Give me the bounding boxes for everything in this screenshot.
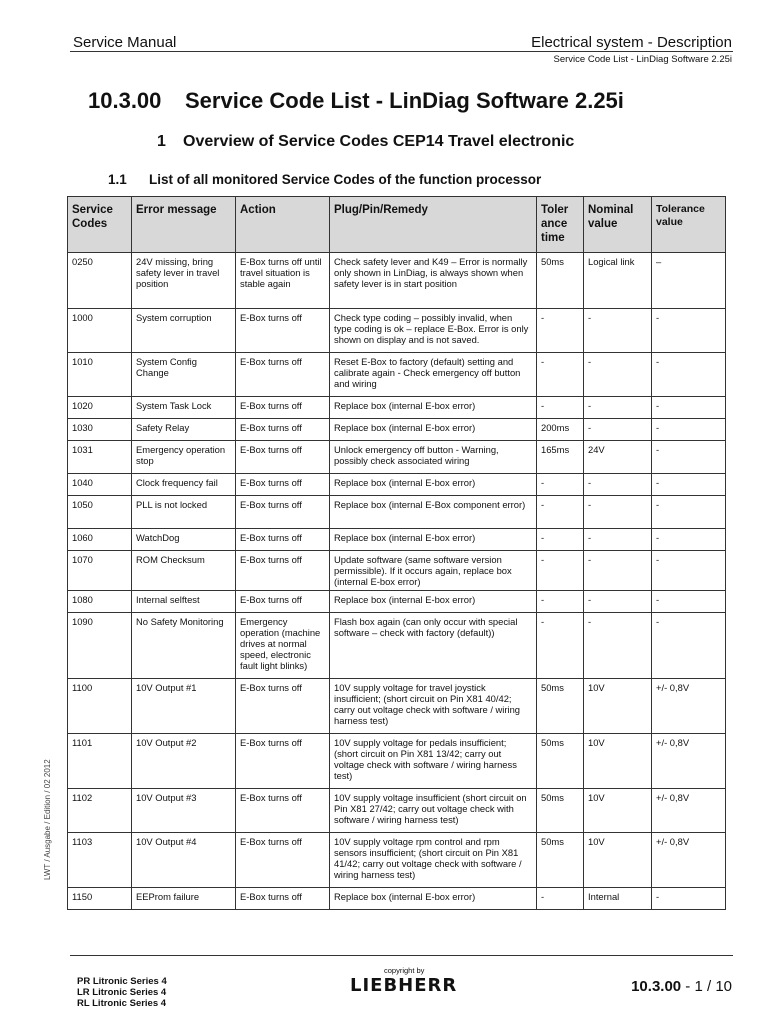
table-row bbox=[68, 613, 726, 679]
cell-tolerance-value: – bbox=[652, 253, 726, 309]
cell-tolerance-value: +/- 0,8V bbox=[652, 833, 726, 888]
cell-error-message: 10V Output #4 bbox=[132, 833, 236, 888]
cell-tolerance-value: - bbox=[652, 353, 726, 397]
cell-action: E-Box turns off bbox=[236, 789, 330, 833]
cell-error-message: ROM Checksum bbox=[132, 551, 236, 591]
cell-nominal-value: 24V bbox=[584, 441, 652, 474]
cell-tolerance-value: - bbox=[652, 309, 726, 353]
cell-remedy: 10V supply voltage for travel joystick insufficient; (short circuit on Pin X81 40/42; carry out voltage check with software / wiring harness test) bbox=[330, 679, 537, 734]
cell-action: E-Box turns off bbox=[236, 441, 330, 474]
cell-action: E-Box turns off bbox=[236, 397, 330, 419]
col-header-remedy: Plug/Pin/Remedy bbox=[330, 197, 537, 253]
cell-tolerance-time: 50ms bbox=[537, 789, 584, 833]
cell-action: E-Box turns off until travel situation is stable again bbox=[236, 253, 330, 309]
cell-remedy: Replace box (internal E-box error) bbox=[330, 474, 537, 496]
table-row bbox=[68, 833, 726, 888]
cell-tolerance-time: - bbox=[537, 397, 584, 419]
table-row bbox=[68, 789, 726, 833]
cell-tolerance-time: 50ms bbox=[537, 253, 584, 309]
cell-nominal-value: - bbox=[584, 613, 652, 679]
header-right: Electrical system - Description bbox=[531, 34, 732, 51]
table-row bbox=[68, 397, 726, 419]
cell-tolerance-value: - bbox=[652, 591, 726, 613]
cell-error-message: 10V Output #1 bbox=[132, 679, 236, 734]
table-row bbox=[68, 309, 726, 353]
cell-error-message: PLL is not locked bbox=[132, 496, 236, 529]
cell-nominal-value: - bbox=[584, 551, 652, 591]
cell-error-message: 24V missing, bring safety lever in travel position bbox=[132, 253, 236, 309]
cell-remedy: Replace box (internal E-Box component error) bbox=[330, 496, 537, 529]
table-row bbox=[68, 551, 726, 591]
cell-tolerance-value: - bbox=[652, 529, 726, 551]
cell-nominal-value: 10V bbox=[584, 833, 652, 888]
cell-nominal-value: 10V bbox=[584, 679, 652, 734]
cell-code: 1070 bbox=[68, 551, 132, 591]
cell-action: E-Box turns off bbox=[236, 551, 330, 591]
cell-error-message: Clock frequency fail bbox=[132, 474, 236, 496]
cell-action: E-Box turns off bbox=[236, 591, 330, 613]
cell-remedy: Update software (same software version permissible). If it occurs again, replace box (internal E-box error) bbox=[330, 551, 537, 591]
cell-error-message: System corruption bbox=[132, 309, 236, 353]
header-divider bbox=[70, 51, 733, 52]
cell-tolerance-time: 50ms bbox=[537, 679, 584, 734]
cell-action: E-Box turns off bbox=[236, 496, 330, 529]
page-section: 10.3.00 bbox=[631, 978, 682, 995]
cell-tolerance-time: - bbox=[537, 496, 584, 529]
section-1-1-heading bbox=[108, 172, 541, 187]
cell-remedy: Check type coding – possibly invalid, when type coding is ok – replace E-Box. Error is only shown on display and is not saved. bbox=[330, 309, 537, 353]
cell-action: E-Box turns off bbox=[236, 679, 330, 734]
cell-error-message: WatchDog bbox=[132, 529, 236, 551]
cell-action: E-Box turns off bbox=[236, 353, 330, 397]
footer-series bbox=[77, 976, 167, 1009]
cell-code: 0250 bbox=[68, 253, 132, 309]
header-subtitle: Service Code List - LinDiag Software 2.25i bbox=[553, 54, 732, 65]
table-row bbox=[68, 474, 726, 496]
cell-code: 1050 bbox=[68, 496, 132, 529]
cell-remedy: Flash box again (can only occur with special software – check with factory (default)) bbox=[330, 613, 537, 679]
cell-action: E-Box turns off bbox=[236, 888, 330, 910]
table-row bbox=[68, 888, 726, 910]
cell-error-message: 10V Output #3 bbox=[132, 789, 236, 833]
cell-tolerance-value: +/- 0,8V bbox=[652, 734, 726, 789]
cell-code: 1020 bbox=[68, 397, 132, 419]
page-title bbox=[88, 88, 624, 114]
cell-nominal-value: - bbox=[584, 474, 652, 496]
table-row bbox=[68, 591, 726, 613]
table-row bbox=[68, 441, 726, 474]
table-row bbox=[68, 529, 726, 551]
cell-code: 1040 bbox=[68, 474, 132, 496]
cell-error-message: System Task Lock bbox=[132, 397, 236, 419]
cell-error-message: Safety Relay bbox=[132, 419, 236, 441]
cell-code: 1031 bbox=[68, 441, 132, 474]
footer-series-line: LR Litronic Series 4 bbox=[77, 987, 167, 998]
cell-remedy: Replace box (internal E-box error) bbox=[330, 397, 537, 419]
table-row bbox=[68, 496, 726, 529]
cell-code: 1102 bbox=[68, 789, 132, 833]
col-header-nominal-value: Nominal value bbox=[584, 197, 652, 253]
title-number: 10.3.00 bbox=[88, 88, 162, 113]
liebherr-logo: LIEBHERR bbox=[350, 975, 458, 996]
table-row bbox=[68, 419, 726, 441]
cell-code: 1010 bbox=[68, 353, 132, 397]
cell-tolerance-time: - bbox=[537, 613, 584, 679]
table-header-row bbox=[68, 197, 726, 253]
cell-tolerance-value: - bbox=[652, 397, 726, 419]
cell-tolerance-time: 165ms bbox=[537, 441, 584, 474]
cell-remedy: Reset E-Box to factory (default) setting and calibrate again - Check emergency off button and wiring bbox=[330, 353, 537, 397]
cell-tolerance-time: 50ms bbox=[537, 734, 584, 789]
section-1-text: Overview of Service Codes CEP14 Travel electronic bbox=[183, 133, 575, 150]
cell-action: Emergency operation (machine drives at normal speed, electronic fault light blinks) bbox=[236, 613, 330, 679]
cell-error-message: Internal selftest bbox=[132, 591, 236, 613]
cell-remedy: 10V supply voltage rpm control and rpm sensors insufficient; (short circuit on Pin X81 41/42; carry out voltage check with software / wiring harness test) bbox=[330, 833, 537, 888]
service-code-table bbox=[67, 196, 726, 910]
table-row bbox=[68, 353, 726, 397]
section-1-1-text: List of all monitored Service Codes of the function processor bbox=[149, 172, 542, 187]
cell-tolerance-value: - bbox=[652, 551, 726, 591]
cell-tolerance-value: - bbox=[652, 419, 726, 441]
cell-tolerance-value: - bbox=[652, 441, 726, 474]
section-1-heading bbox=[157, 133, 574, 151]
cell-remedy: Replace box (internal E-box error) bbox=[330, 419, 537, 441]
cell-action: E-Box turns off bbox=[236, 309, 330, 353]
cell-code: 1103 bbox=[68, 833, 132, 888]
cell-action: E-Box turns off bbox=[236, 833, 330, 888]
cell-tolerance-value: +/- 0,8V bbox=[652, 679, 726, 734]
cell-tolerance-time: - bbox=[537, 474, 584, 496]
cell-tolerance-time: 200ms bbox=[537, 419, 584, 441]
cell-remedy: 10V supply voltage for pedals insufficient; (short circuit on Pin X81 13/42; carry out voltage check with software / wiring harness test) bbox=[330, 734, 537, 789]
cell-tolerance-value: +/- 0,8V bbox=[652, 789, 726, 833]
footer-copyright: copyright by bbox=[384, 966, 425, 975]
cell-tolerance-time: - bbox=[537, 353, 584, 397]
cell-remedy: Check safety lever and K49 – Error is normally only shown in LinDiag, is always shown when safety lever is in start position bbox=[330, 253, 537, 309]
col-header-action: Action bbox=[236, 197, 330, 253]
cell-action: E-Box turns off bbox=[236, 474, 330, 496]
cell-tolerance-time: - bbox=[537, 888, 584, 910]
cell-nominal-value: - bbox=[584, 591, 652, 613]
cell-nominal-value: 10V bbox=[584, 734, 652, 789]
cell-code: 1100 bbox=[68, 679, 132, 734]
col-header-service-codes: Service Codes bbox=[68, 197, 132, 253]
cell-remedy: Unlock emergency off button - Warning, possibly check associated wiring bbox=[330, 441, 537, 474]
cell-tolerance-time: - bbox=[537, 551, 584, 591]
cell-error-message: System Config Change bbox=[132, 353, 236, 397]
cell-code: 1080 bbox=[68, 591, 132, 613]
section-1-number: 1 bbox=[157, 133, 166, 150]
cell-nominal-value: - bbox=[584, 419, 652, 441]
cell-nominal-value: Internal bbox=[584, 888, 652, 910]
cell-action: E-Box turns off bbox=[236, 529, 330, 551]
footer-series-line: RL Litronic Series 4 bbox=[77, 998, 167, 1009]
edition-sidebar: LWT / Ausgabe / Edition / 02 2012 bbox=[43, 759, 52, 880]
cell-remedy: Replace box (internal E-box error) bbox=[330, 591, 537, 613]
page-number bbox=[631, 978, 732, 995]
header-left: Service Manual bbox=[73, 34, 177, 51]
cell-nominal-value: - bbox=[584, 529, 652, 551]
cell-nominal-value: - bbox=[584, 397, 652, 419]
cell-error-message: 10V Output #2 bbox=[132, 734, 236, 789]
cell-tolerance-value: - bbox=[652, 613, 726, 679]
cell-nominal-value: - bbox=[584, 309, 652, 353]
cell-tolerance-value: - bbox=[652, 888, 726, 910]
footer-divider bbox=[70, 955, 733, 956]
table-row bbox=[68, 734, 726, 789]
col-header-tolerance-value: Tolerance value bbox=[652, 197, 726, 253]
footer-series-line: PR Litronic Series 4 bbox=[77, 976, 167, 987]
cell-tolerance-time: - bbox=[537, 309, 584, 353]
cell-error-message: EEProm failure bbox=[132, 888, 236, 910]
cell-code: 1101 bbox=[68, 734, 132, 789]
section-1-1-number: 1.1 bbox=[108, 172, 127, 187]
cell-action: E-Box turns off bbox=[236, 734, 330, 789]
table-row bbox=[68, 253, 726, 309]
table-row bbox=[68, 679, 726, 734]
col-header-tolerance-time: Toler ance time bbox=[537, 197, 584, 253]
title-text: Service Code List - LinDiag Software 2.25i bbox=[185, 88, 624, 113]
cell-nominal-value: - bbox=[584, 353, 652, 397]
cell-tolerance-value: - bbox=[652, 496, 726, 529]
cell-action: E-Box turns off bbox=[236, 419, 330, 441]
cell-tolerance-time: 50ms bbox=[537, 833, 584, 888]
cell-remedy: Replace box (internal E-box error) bbox=[330, 529, 537, 551]
cell-code: 1150 bbox=[68, 888, 132, 910]
cell-tolerance-value: - bbox=[652, 474, 726, 496]
cell-nominal-value: 10V bbox=[584, 789, 652, 833]
cell-nominal-value: - bbox=[584, 496, 652, 529]
cell-remedy: 10V supply voltage insufficient (short circuit on Pin X81 27/42; carry out voltage check with software / wiring harness test) bbox=[330, 789, 537, 833]
cell-remedy: Replace box (internal E-box error) bbox=[330, 888, 537, 910]
cell-code: 1090 bbox=[68, 613, 132, 679]
cell-code: 1000 bbox=[68, 309, 132, 353]
col-header-error-message: Error message bbox=[132, 197, 236, 253]
cell-error-message: No Safety Monitoring bbox=[132, 613, 236, 679]
cell-tolerance-time: - bbox=[537, 591, 584, 613]
page-count: - 1 / 10 bbox=[681, 978, 732, 995]
cell-tolerance-time: - bbox=[537, 529, 584, 551]
cell-nominal-value: Logical link bbox=[584, 253, 652, 309]
cell-code: 1060 bbox=[68, 529, 132, 551]
cell-error-message: Emergency operation stop bbox=[132, 441, 236, 474]
cell-code: 1030 bbox=[68, 419, 132, 441]
